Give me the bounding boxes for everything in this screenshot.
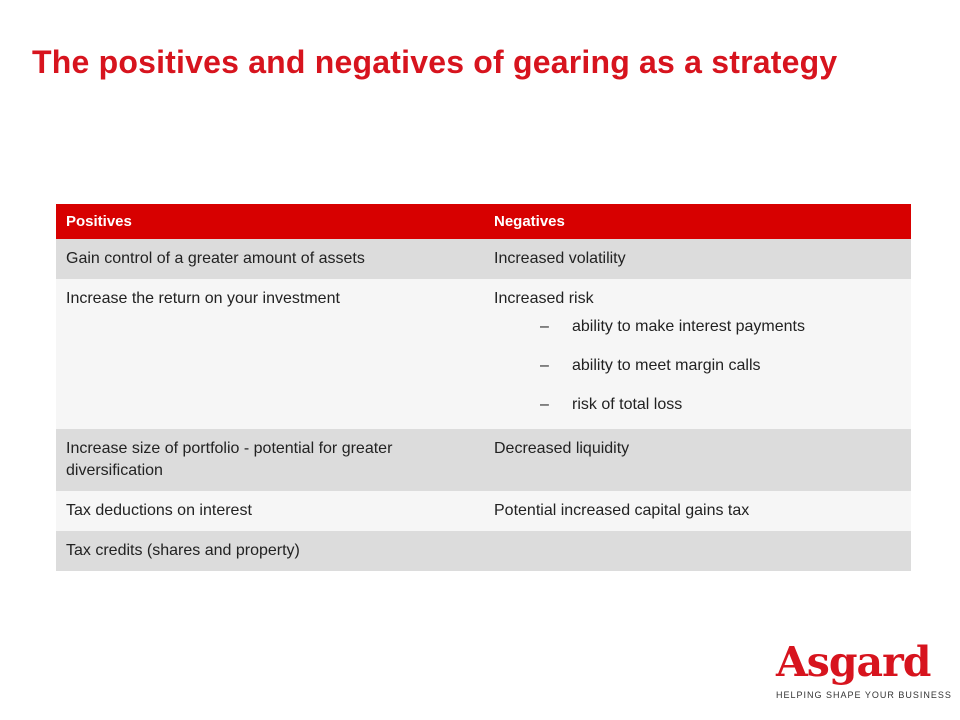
- positive-cell: Gain control of a greater amount of assets: [56, 239, 484, 279]
- logo-wordmark: Asgard: [776, 638, 931, 686]
- asgard-logo: [776, 638, 952, 702]
- positive-cell: Tax credits (shares and property): [56, 531, 484, 571]
- positive-cell: Increase size of portfolio - potential for greater diversification: [56, 429, 484, 491]
- negative-cell: [484, 531, 911, 571]
- positive-cell: Increase the return on your investment: [56, 279, 484, 429]
- negative-text: Increased risk: [494, 290, 594, 307]
- dash-marker: –: [540, 318, 549, 335]
- negative-cell: [484, 279, 911, 429]
- sub-item-text: ability to make interest payments: [572, 318, 805, 335]
- negative-cell: Potential increased capital gains tax: [484, 491, 911, 531]
- risk-sub-list: [494, 316, 901, 416]
- sub-item-text: ability to meet margin calls: [572, 357, 761, 374]
- table-row: [56, 279, 911, 429]
- header-positives: Positives: [56, 204, 484, 239]
- table-row: [56, 491, 911, 531]
- gearing-comparison-table: [56, 204, 911, 571]
- sub-item-text: risk of total loss: [572, 396, 683, 413]
- dash-marker: –: [540, 396, 549, 413]
- logo-tagline: HELPING SHAPE YOUR BUSINESS: [776, 690, 952, 700]
- page-title: The positives and negatives of gearing as a strategy: [32, 44, 838, 80]
- list-item: [540, 394, 901, 416]
- negative-cell: Decreased liquidity: [484, 429, 911, 491]
- positive-cell: Tax deductions on interest: [56, 491, 484, 531]
- dash-marker: –: [540, 357, 549, 374]
- table-row: [56, 531, 911, 571]
- header-negatives: Negatives: [484, 204, 911, 239]
- list-item: [540, 316, 901, 338]
- table-header-row: [56, 204, 911, 239]
- list-item: [540, 355, 901, 377]
- negative-cell: Increased volatility: [484, 239, 911, 279]
- table-row: [56, 239, 911, 279]
- table-row: [56, 429, 911, 491]
